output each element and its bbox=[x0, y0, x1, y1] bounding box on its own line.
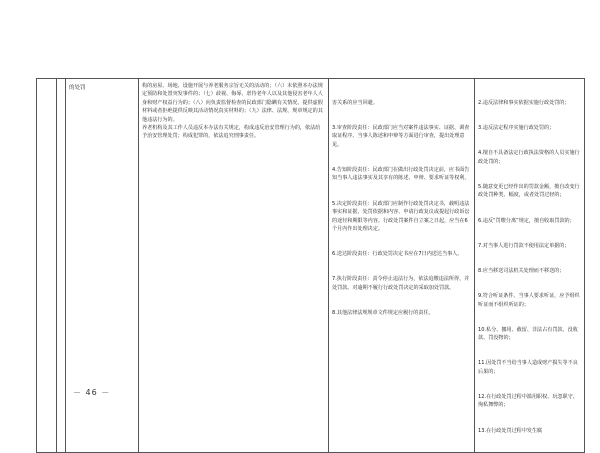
accountability-line: 8.应当移送司法机关处理而不移送的； bbox=[478, 267, 565, 274]
accountability-line: 9.符合听证条件、当事人要求听证，应予组织听证而不组织听证的； bbox=[478, 293, 580, 308]
accountability-line: 6.违反“罚缴分离”规定，擅自收取罚款的； bbox=[478, 217, 575, 224]
responsibility-line: 6.送达阶段责任：行政处罚决定书应在7日内送达当事人。 bbox=[332, 251, 463, 258]
responsibility-line: 3.审查阶段责任：民政部门应当对案件违法事实、证据、调查取证程序、当事人陈述和申辩等方面进行审查，提出处理意见。 bbox=[332, 125, 470, 148]
responsibility-line: 4.告知阶段责任：民政部门在做出行政处罚决定前，应书面告知当事人违法事实及其享有的陈述、申辩、要求听证等权利。 bbox=[332, 167, 470, 182]
basis-text: 构的房屋、场地、设施开展与养老服务宗旨无关的活动的；（六）未依照本办法规定预防和处置突发事件的；（七）歧视、侮辱、虐待老年人以及其他侵害老年人人身和财产权益行为的；（八）向负责监督检查的民政部门隐瞒有关情况、提供虚假材料或者拒绝提供反映其活动情况真实材料的；（九）法律、法规、规章规定的其他违法行为的。 养老机构及其工作人员违反本办法有关规定，构成违反治安管理行为的，依法给予治安管理处罚；构成犯罪的，依法追究刑事责任。 bbox=[142, 83, 323, 140]
accountability-line: 13.在行政处罚过程中发生腐 bbox=[478, 427, 543, 434]
responsibility-line: 5.决定阶段责任：民政部门应制作行政处罚决定书，载明违法事实和证据、处罚依据和内容、申请行政复议或提起行政诉讼的途径和期限等内容。行政处罚案件自立案之日起，应当在6个月内作出处理决定。 bbox=[332, 200, 470, 232]
accountability-line: 11.因处罚不当给当事人造成财产损失等不良后果的； bbox=[478, 360, 578, 375]
accountability-line: 5.随意变更已经作出的罚款金额，擅自改变行政处罚种类、幅度，或者处罚过轻的； bbox=[478, 183, 580, 199]
responsibility-text bbox=[329, 79, 474, 334]
basis-cell bbox=[139, 79, 329, 453]
item-subnumber-cell bbox=[57, 79, 66, 453]
responsibility-line: 7.执行阶段责任：责令停止违法行为，依法追缴违法所得，并处罚款。对逾期不履行行政处罚决定的采取加处罚款。 bbox=[332, 276, 470, 291]
accountability-line: 10.私分、挪用、截留、非法占有罚款、没收款、罚没物的； bbox=[478, 326, 578, 342]
power-list-table bbox=[36, 78, 585, 453]
item-number-cell bbox=[37, 79, 57, 453]
responsibility-line: 害关系的应当回避。 bbox=[332, 99, 378, 106]
accountability-cell bbox=[475, 79, 585, 453]
responsibility-line: 8.其他法律法规规章文件规定应履行的责任。 bbox=[332, 309, 434, 316]
accountability-line: 3.违反法定程序实施行政处罚的； bbox=[478, 125, 555, 132]
item-name: 的处罚 bbox=[69, 85, 86, 91]
responsibility-cell bbox=[329, 79, 475, 453]
accountability-text bbox=[475, 79, 584, 452]
accountability-line: 12.在行政处罚过程中滥用职权、玩忽职守、徇私舞弊的； bbox=[478, 394, 578, 409]
accountability-line: 7.对当事人进行罚款不使用法定单据的； bbox=[478, 242, 570, 249]
page-number: － 46 － bbox=[73, 388, 111, 397]
table-row bbox=[37, 79, 585, 453]
accountability-line: 4.擅自不具备法定行政执法资格的人员实施行政处罚的； bbox=[478, 150, 580, 165]
accountability-line: 2.违反法律和事实依据实施行政处罚的； bbox=[478, 99, 570, 106]
